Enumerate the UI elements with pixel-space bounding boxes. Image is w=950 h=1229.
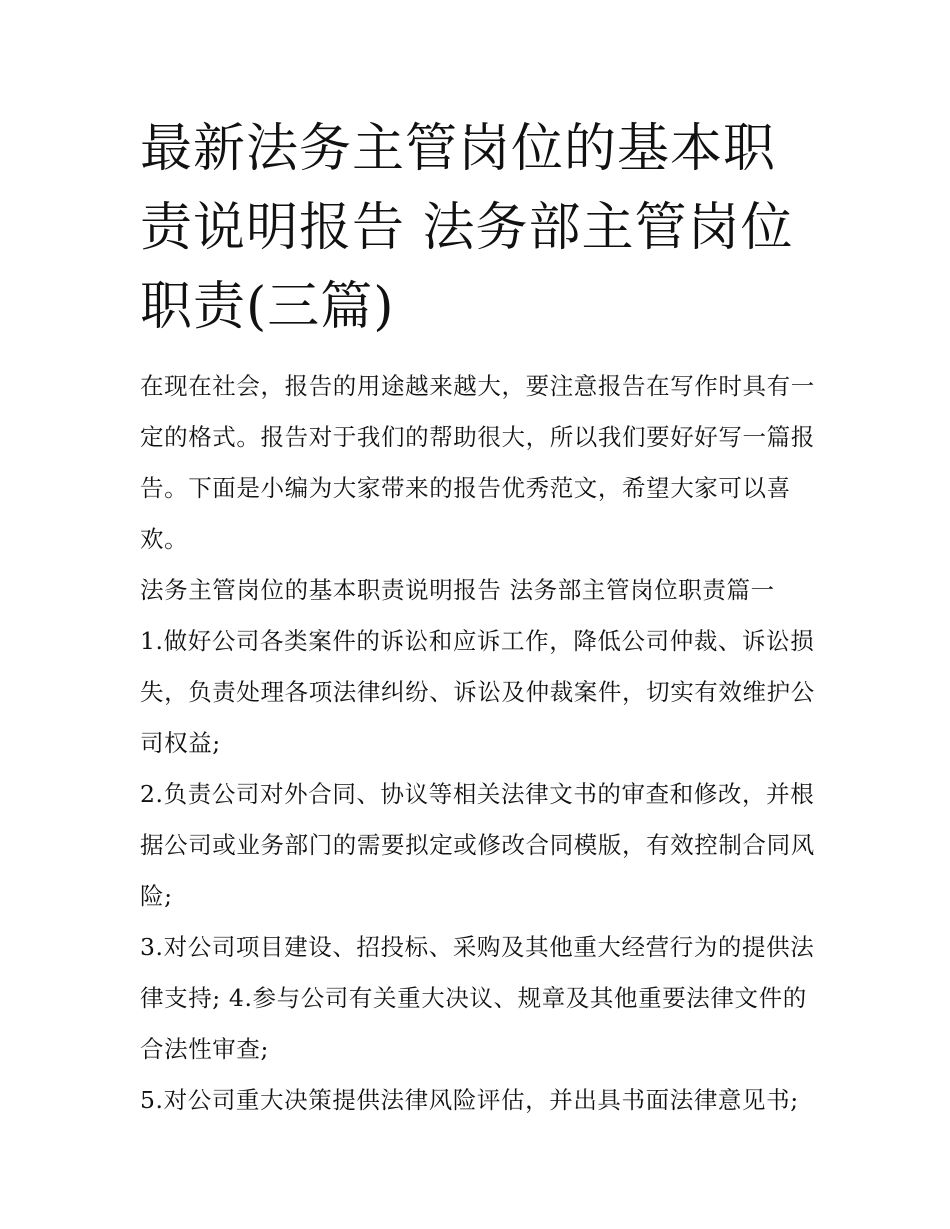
document-title: 最新法务主管岗位的基本职责说明报告 法务部主管岗位职责(三篇) xyxy=(140,119,794,337)
document-page xyxy=(140,110,820,1126)
duty-item-3-4: 3.对公司项目建设、招投标、采购及其他重大经营行为的提供法律支持; 4.参与公司有关重大决议、规章及其他重要法律文件的合法性审查; xyxy=(140,933,815,1063)
duty-item-2: 2.负责公司对外合同、协议等相关法律文书的审查和修改，并根据公司或业务部门的需要拟定或修改合同模版，有效控制合同风险; xyxy=(140,780,815,910)
duty-item-5: 5.对公司重大决策提供法律风险评估，并出具书面法律意见书; xyxy=(140,1086,799,1114)
section-heading: 法务主管岗位的基本职责说明报告 法务部主管岗位职责篇一 xyxy=(140,576,775,604)
intro-paragraph: 在现在社会，报告的用途越来越大，要注意报告在写作时具有一定的格式。报告对于我们的帮助很大，所以我们要好好写一篇报告。下面是小编为大家带来的报告优秀范文，希望大家可以喜欢。 xyxy=(140,372,815,553)
duty-item-1: 1.做好公司各类案件的诉讼和应诉工作，降低公司仲裁、诉讼损失，负责处理各项法律纠纷、诉讼及仲裁案件，切实有效维护公司权益; xyxy=(140,627,815,757)
